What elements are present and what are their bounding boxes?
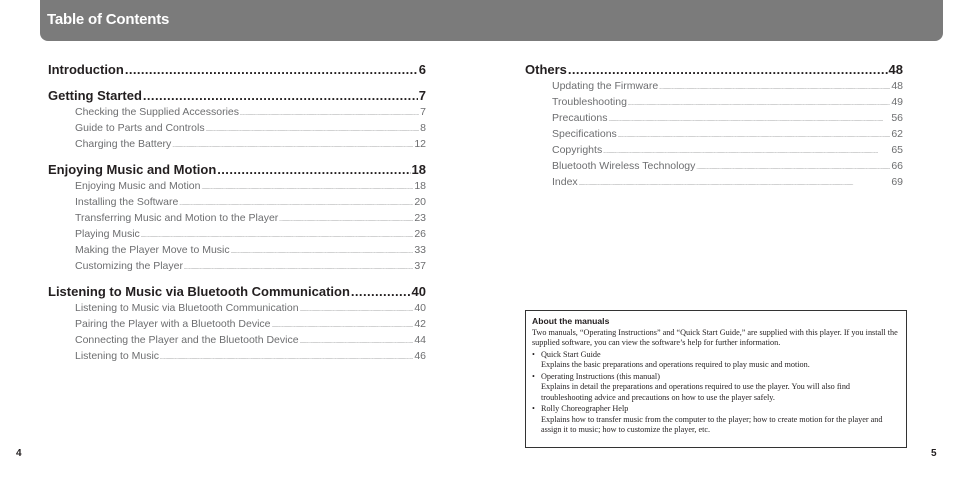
toc-subentry-page: 20	[414, 196, 426, 208]
page-title: Table of Contents	[47, 11, 170, 28]
toc-leader-dots	[231, 249, 414, 255]
toc-subentry-label: Bluetooth Wireless Technology	[552, 160, 696, 172]
toc-right-column	[525, 62, 903, 200]
toc-subentry[interactable]	[525, 144, 903, 160]
toc-leader-dots	[201, 185, 413, 191]
toc-subentry-label: Playing Music	[75, 228, 140, 240]
toc-section-page: 7	[418, 88, 426, 103]
toc-leader-dots	[206, 127, 420, 133]
toc-subentry-label: Transferring Music and Motion to the Player	[75, 212, 279, 224]
toc-subentry-label: Guide to Parts and Controls	[75, 122, 205, 134]
toc-leader-dots	[179, 201, 413, 207]
toc-section	[48, 88, 426, 154]
toc-subentry-page: 65	[891, 144, 903, 156]
toc-subentry-page: 49	[891, 96, 903, 108]
toc-section-entry[interactable]	[48, 62, 426, 80]
toc-subentry-label: Precautions	[552, 112, 608, 124]
toc-subentry-label: Charging the Battery	[75, 138, 172, 150]
toc-subentry[interactable]	[48, 212, 426, 228]
toc-subentry-label: Index	[552, 176, 578, 188]
toc-subentry-page: 48	[891, 80, 903, 92]
toc-subentry-page: 37	[414, 260, 426, 272]
about-item-name: Quick Start Guide	[541, 349, 601, 359]
about-list-item	[532, 404, 900, 436]
toc-subentry-label: Making the Player Move to Music	[75, 244, 230, 256]
toc-section-page: 48	[888, 62, 903, 77]
toc-subentry-page: 66	[891, 160, 903, 172]
toc-subentry-label: Connecting the Player and the Bluetooth Device	[75, 334, 299, 346]
toc-subentry-page: 8	[420, 122, 426, 134]
toc-leader-dots	[143, 88, 418, 103]
toc-section-entry[interactable]	[48, 88, 426, 106]
toc-section-title: Getting Started	[48, 88, 142, 103]
toc-leader-dots	[300, 339, 414, 345]
toc-subentry[interactable]	[525, 80, 903, 96]
toc-leader-dots	[618, 133, 891, 139]
about-item-name: Rolly Choreographer Help	[541, 404, 629, 413]
toc-subentry[interactable]	[525, 176, 903, 192]
toc-leader-dots	[141, 233, 414, 239]
toc-leader-dots	[696, 165, 890, 171]
toc-subentry-page: 62	[891, 128, 903, 140]
toc-subentry[interactable]	[48, 244, 426, 260]
toc-subentry[interactable]	[525, 160, 903, 176]
toc-subentry[interactable]	[525, 96, 903, 112]
toc-section-page: 40	[411, 284, 426, 299]
toc-subentry[interactable]	[48, 318, 426, 334]
toc-section-title: Listening to Music via Bluetooth Communication	[48, 284, 350, 299]
about-list	[532, 350, 900, 436]
toc-leader-dots	[659, 85, 890, 91]
about-manuals-box	[525, 310, 907, 448]
toc-section-title: Introduction	[48, 62, 124, 77]
toc-section-page: 18	[411, 162, 426, 177]
toc-subentry[interactable]	[525, 128, 903, 144]
toc-subentry-label: Specifications	[552, 128, 617, 140]
toc-leader-dots	[351, 284, 411, 299]
about-intro: Two manuals, “Operating Instructions” and “Quick Start Guide,” are supplied with this player. If you install the supplied software, you can view the software’s help for further information.	[532, 327, 898, 347]
toc-section-entry[interactable]	[525, 62, 903, 80]
toc-subentry-label: Checking the Supplied Accessories	[75, 106, 240, 118]
toc-leader-dots	[184, 265, 413, 271]
toc-section	[48, 284, 426, 366]
toc-subentry-label: Copyrights	[552, 144, 603, 156]
bullet-icon: •	[532, 349, 535, 359]
toc-section-entry[interactable]	[48, 162, 426, 180]
toc-subentry-page: 40	[414, 302, 426, 314]
toc-subentry-label: Pairing the Player with a Bluetooth Device	[75, 318, 271, 330]
toc-subentry[interactable]	[48, 228, 426, 244]
toc-section	[48, 162, 426, 276]
toc-subentry-page: 23	[414, 212, 426, 224]
toc-subentry-label: Customizing the Player	[75, 260, 183, 272]
toc-leader-dots	[579, 181, 891, 187]
toc-section-page: 6	[418, 62, 426, 77]
toc-subentry-label: Updating the Firmware	[552, 80, 659, 92]
toc-leader-dots	[603, 149, 890, 155]
toc-subentry-page: 33	[414, 244, 426, 256]
toc-section	[48, 62, 426, 80]
about-item-desc: Explains in detail the preparations and operations required to use the player. You will also find troubleshooting advice and precautions on how to use the player safely.	[541, 382, 851, 402]
about-item-text	[541, 350, 900, 371]
toc-subentry[interactable]	[48, 122, 426, 138]
about-item-text	[541, 372, 900, 404]
toc-subentry-page: 56	[891, 112, 903, 124]
toc-leader-dots	[217, 162, 410, 177]
toc-section	[525, 62, 903, 192]
toc-subentry[interactable]	[48, 260, 426, 276]
toc-subentry-page: 7	[420, 106, 426, 118]
toc-subentry[interactable]	[48, 350, 426, 366]
toc-subentry[interactable]	[48, 138, 426, 154]
toc-subentry-page: 26	[414, 228, 426, 240]
bullet-icon: •	[532, 371, 535, 381]
toc-subentry[interactable]	[48, 302, 426, 318]
toc-leader-dots	[300, 307, 414, 313]
about-item-text	[541, 404, 900, 436]
toc-leader-dots	[160, 355, 413, 361]
toc-subentry[interactable]	[48, 106, 426, 122]
about-title: About the manuals	[532, 316, 610, 326]
toc-subentry-page: 44	[414, 334, 426, 346]
bullet-icon: •	[532, 404, 535, 413]
header-bar	[40, 0, 943, 41]
toc-leader-dots	[608, 117, 890, 123]
toc-leader-dots	[628, 101, 890, 107]
toc-subentry-page: 46	[414, 350, 426, 362]
about-item-desc: Explains how to transfer music from the computer to the player; how to create motion for the player and assign it to music; how to customize the player, etc.	[541, 414, 883, 434]
toc-subentry-page: 42	[414, 318, 426, 330]
toc-subentry-page: 12	[414, 138, 426, 150]
page-number-right: 5	[931, 448, 937, 459]
toc-subentry-label: Troubleshooting	[552, 96, 627, 108]
about-list-item	[532, 350, 900, 371]
about-item-name: Operating Instructions (this manual)	[541, 371, 660, 381]
toc-leader-dots	[568, 62, 888, 77]
toc-leader-dots	[240, 111, 419, 117]
toc-leader-dots	[172, 143, 413, 149]
page-number-left: 4	[16, 448, 22, 459]
about-list-item	[532, 372, 900, 404]
toc-section-entry[interactable]	[48, 284, 426, 302]
toc-section-title: Enjoying Music and Motion	[48, 162, 217, 177]
toc-subentry[interactable]	[525, 112, 903, 128]
toc-subentry-label: Installing the Software	[75, 196, 179, 208]
toc-subentry-label: Listening to Music via Bluetooth Communication	[75, 302, 299, 314]
toc-left-column	[48, 62, 426, 374]
toc-leader-dots	[279, 217, 413, 223]
toc-leader-dots	[272, 323, 414, 329]
toc-leader-dots	[125, 62, 418, 77]
toc-subentry-page: 18	[414, 180, 426, 192]
about-item-desc: Explains the basic preparations and operations required to play music and motion.	[541, 360, 810, 369]
toc-subentry[interactable]	[48, 180, 426, 196]
toc-subentry[interactable]	[48, 196, 426, 212]
toc-subentry-label: Listening to Music	[75, 350, 160, 362]
toc-subentry[interactable]	[48, 334, 426, 350]
toc-section-title: Others	[525, 62, 567, 77]
toc-subentry-label: Enjoying Music and Motion	[75, 180, 201, 192]
toc-subentry-page: 69	[891, 176, 903, 188]
